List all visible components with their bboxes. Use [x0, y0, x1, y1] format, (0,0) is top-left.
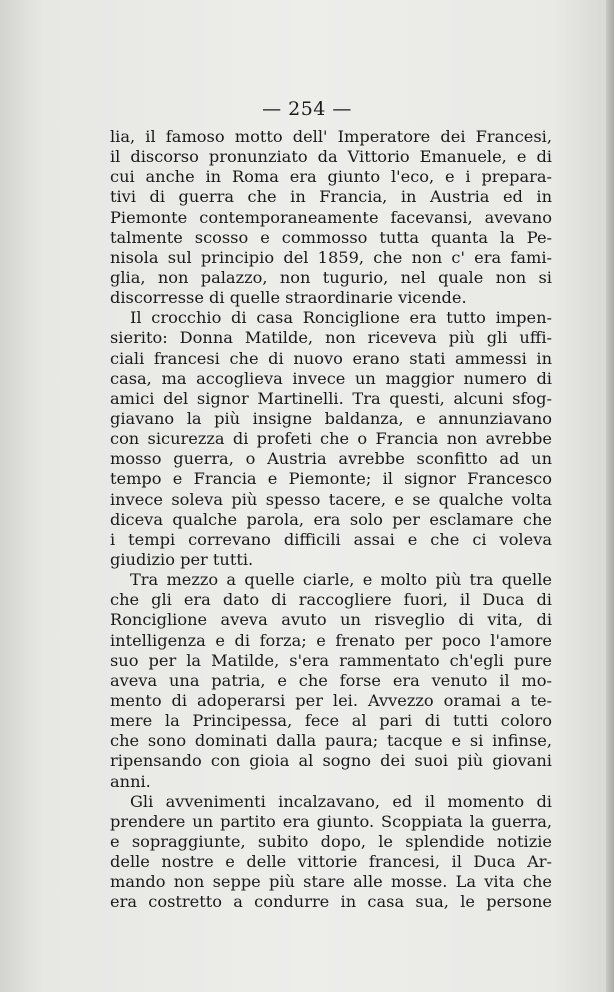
text-line: casa, ma accoglieva invece un maggior numero di — [110, 368, 552, 388]
body-text — [110, 127, 552, 912]
page-edge-shadow — [606, 0, 614, 992]
text-line: diceva qualche parola, era solo per esclamare che — [110, 509, 552, 529]
text-line: che sono dominati dalla paura; tacque e si infinse, — [110, 731, 552, 751]
text-line: suo per la Matilde, s'era rammentato ch'egli pure — [110, 650, 552, 670]
text-line: tivi di guerra che in Francia, in Austria ed in — [110, 187, 552, 207]
text-line: sierito: Donna Matilde, non riceveva più gli uffi- — [110, 328, 552, 348]
text-line: che gli era dato di raccogliere fuori, il Duca di — [110, 590, 552, 610]
text-line: il discorso pronunziato da Vittorio Emanuele, e di — [110, 147, 552, 167]
text-line: mosso guerra, o Austria avrebbe sconfitto ad un — [110, 449, 552, 469]
text-line: mento di adoperarsi per lei. Avvezzo oramai a te- — [110, 690, 552, 710]
text-line: Il crocchio di casa Ronciglione era tutto impen- — [130, 308, 552, 328]
text-line: delle nostre e delle vittorie francesi, il Duca Ar- — [110, 852, 552, 872]
text-line: Gli avvenimenti incalzavano, ed il momento di — [130, 791, 552, 811]
text-line: Ronciglione aveva avuto un risveglio di vita, di — [110, 610, 552, 630]
text-line: prendere un partito era giunto. Scoppiata la guerra, — [110, 811, 552, 831]
text-line: amici del signor Martinelli. Tra questi, alcuni sfog- — [110, 388, 552, 408]
text-line: nisola sul principio del 1859, che non c' era fami- — [110, 247, 552, 267]
text-line: anni. — [110, 771, 151, 791]
text-line: intelligenza e di forza; e frenato per poco l'amore — [110, 630, 552, 650]
text-line: talmente scosso e commosso tutta quanta la Pe- — [110, 227, 552, 247]
text-line: mere la Principessa, fece al pari di tutti coloro — [110, 711, 552, 731]
page-number-header: — 254 — — [262, 98, 352, 120]
text-line: Piemonte contemporaneamente facevansi, avevano — [110, 207, 552, 227]
text-line: con sicurezza di profeti che o Francia non avrebbe — [110, 429, 552, 449]
text-line: discorresse di quelle straordinarie vicende. — [110, 288, 467, 308]
text-line: cui anche in Roma era giunto l'eco, e i prepara- — [110, 167, 552, 187]
text-line: e sopraggiunte, subito dopo, le splendide notizie — [110, 831, 552, 851]
text-line: ciali francesi che di nuovo erano stati ammessi in — [110, 348, 552, 368]
text-line: aveva una patria, e che forse era venuto il mo- — [110, 670, 552, 690]
text-line: Tra mezzo a quelle ciarle, e molto più tra quelle — [130, 570, 552, 590]
text-line: giavano la più insigne baldanza, e annunziavano — [110, 408, 552, 428]
text-line: ripensando con gioia al sogno dei suoi più giovani — [110, 751, 552, 771]
text-line: mando non seppe più stare alle mosse. La vita che — [110, 872, 552, 892]
text-line: tempo e Francia e Piemonte; il signor Francesco — [110, 469, 552, 489]
text-line: giudizio per tutti. — [110, 549, 254, 569]
text-line: i tempi correvano difficili assai e che ci voleva — [110, 529, 552, 549]
text-line: invece soleva più spesso tacere, e se qualche volta — [110, 489, 552, 509]
text-line: glia, non palazzo, non tugurio, nel quale non si — [110, 267, 552, 287]
text-line: era costretto a condurre in casa sua, le persone — [110, 892, 552, 912]
text-line: lia, il famoso motto dell' Imperatore dei Francesi, — [110, 127, 552, 146]
